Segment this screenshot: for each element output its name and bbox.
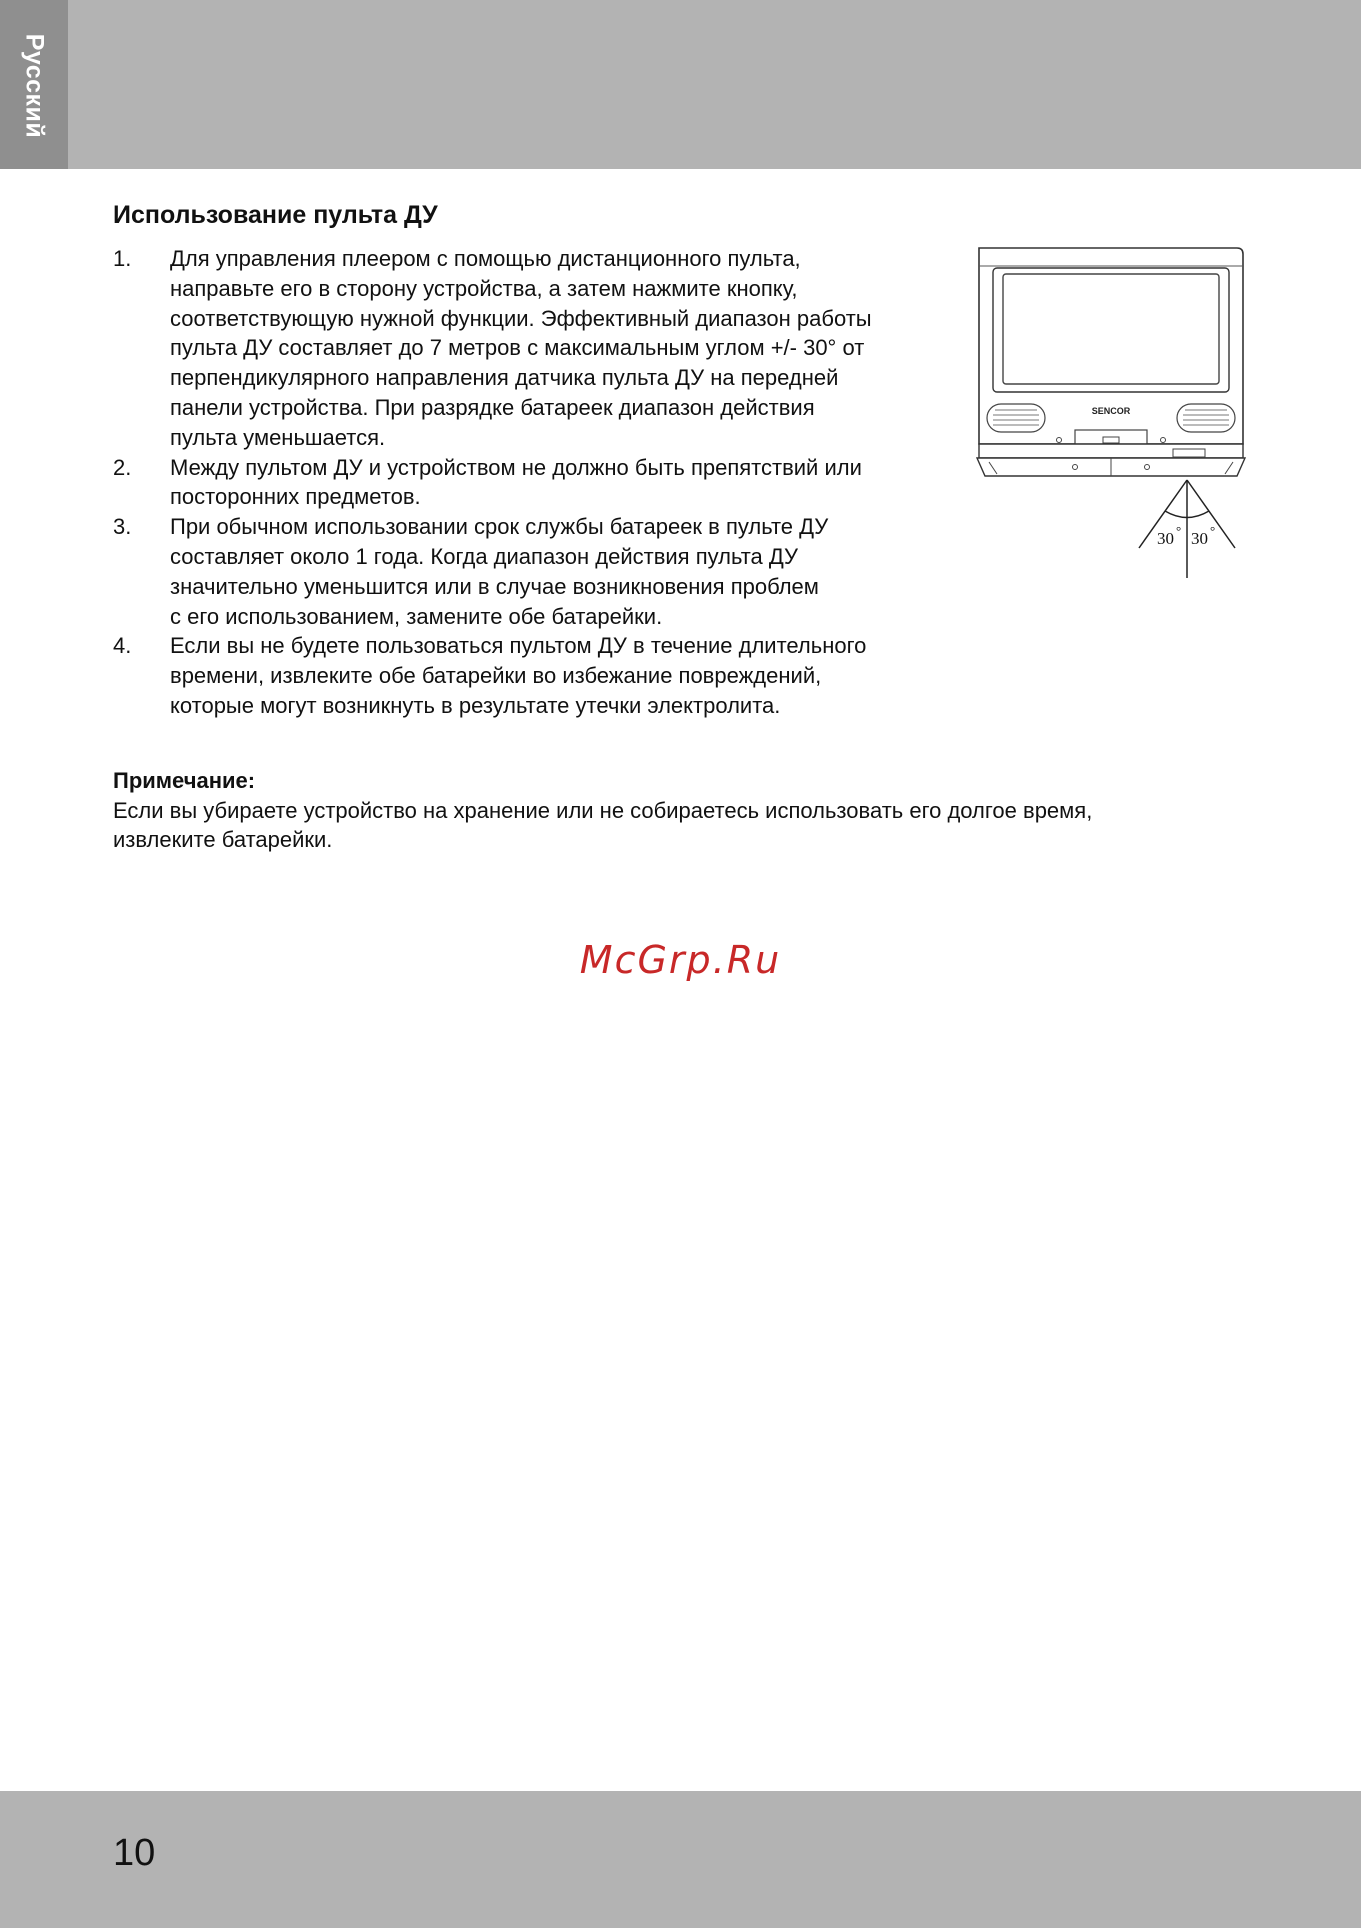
list-item: [113, 453, 973, 513]
tv-illustration: [975, 244, 1247, 584]
tv-remote-angle-figure: [975, 244, 1247, 584]
indicator-light: [1161, 438, 1166, 443]
tv-brand-logo: SENCOR: [1091, 406, 1131, 416]
step-line: соответствующую нужной функции. Эффективный диапазон работы: [170, 305, 872, 331]
degree-mark-right: °: [1210, 523, 1216, 538]
section-title: Использование пульта ДУ: [113, 201, 438, 229]
step-number: 4.: [113, 633, 132, 659]
angle-label-right: 30: [1191, 529, 1208, 548]
footer-band: [0, 1791, 1361, 1928]
degree-mark-left: °: [1176, 523, 1182, 538]
step-line: пульта уменьшается.: [170, 424, 386, 450]
note-block: [113, 766, 1243, 855]
page-number: 10: [113, 1832, 156, 1874]
note-title: Примечание:: [113, 767, 256, 793]
watermark: McGrp.Ru: [579, 938, 782, 982]
step-line: Для управления плеером с помощью дистанционного пульта,: [170, 246, 801, 271]
angle-label-left: 30: [1157, 529, 1174, 548]
step-line: панели устройства. При разрядке батареек диапазон действия: [170, 394, 815, 420]
step-line: значительно уменьшится или в случае возникновения проблем: [170, 573, 819, 599]
language-tab: [0, 0, 68, 169]
step-line: перпендикулярного направления датчика пульта ДУ на передней: [170, 365, 839, 391]
note-line: извлеките батарейки.: [113, 827, 333, 853]
step-line: Если вы не будете пользоваться пультом ДУ в течение длительного: [170, 633, 867, 659]
step-line: времени, извлеките обе батарейки во избежание повреждений,: [170, 663, 822, 689]
step-line: с его использованием, замените обе батарейки.: [170, 603, 663, 629]
list-item: [113, 244, 973, 453]
step-number: 3.: [113, 514, 132, 540]
step-line: составляет около 1 года. Когда диапазон действия пульта ДУ: [170, 543, 799, 569]
step-line: которые могут возникнуть в результате утечки электролита.: [170, 692, 781, 718]
speaker-right: [1177, 404, 1235, 432]
step-line: При обычном использовании срок службы батареек в пульте ДУ: [170, 514, 829, 540]
step-number: 2.: [113, 454, 132, 480]
step-line: пульта ДУ составляет до 7 метров с максимальным углом +/- 30° от: [170, 335, 865, 361]
speaker-left: [987, 404, 1045, 432]
language-tab-label: Русский: [20, 33, 49, 139]
base-slot: [1173, 449, 1205, 457]
indicator-light: [1057, 438, 1062, 443]
base-button: [1073, 465, 1078, 470]
step-line: посторонних предметов.: [170, 484, 421, 510]
tv-screen: [1003, 274, 1219, 384]
step-line: Между пультом ДУ и устройством не должно быть препятствий или: [170, 454, 862, 480]
instruction-list: [113, 244, 973, 721]
base-button: [1145, 465, 1150, 470]
list-item: [113, 631, 973, 720]
remote-sensor: [1103, 437, 1119, 443]
step-number: 1.: [113, 246, 132, 271]
list-item: [113, 512, 973, 631]
header-band: [0, 0, 1361, 169]
note-line: Если вы убираете устройство на хранение или не собираетесь использовать его долгое время,: [113, 797, 1093, 823]
step-line: направьте его в сторону устройства, а затем нажмите кнопку,: [170, 275, 798, 301]
